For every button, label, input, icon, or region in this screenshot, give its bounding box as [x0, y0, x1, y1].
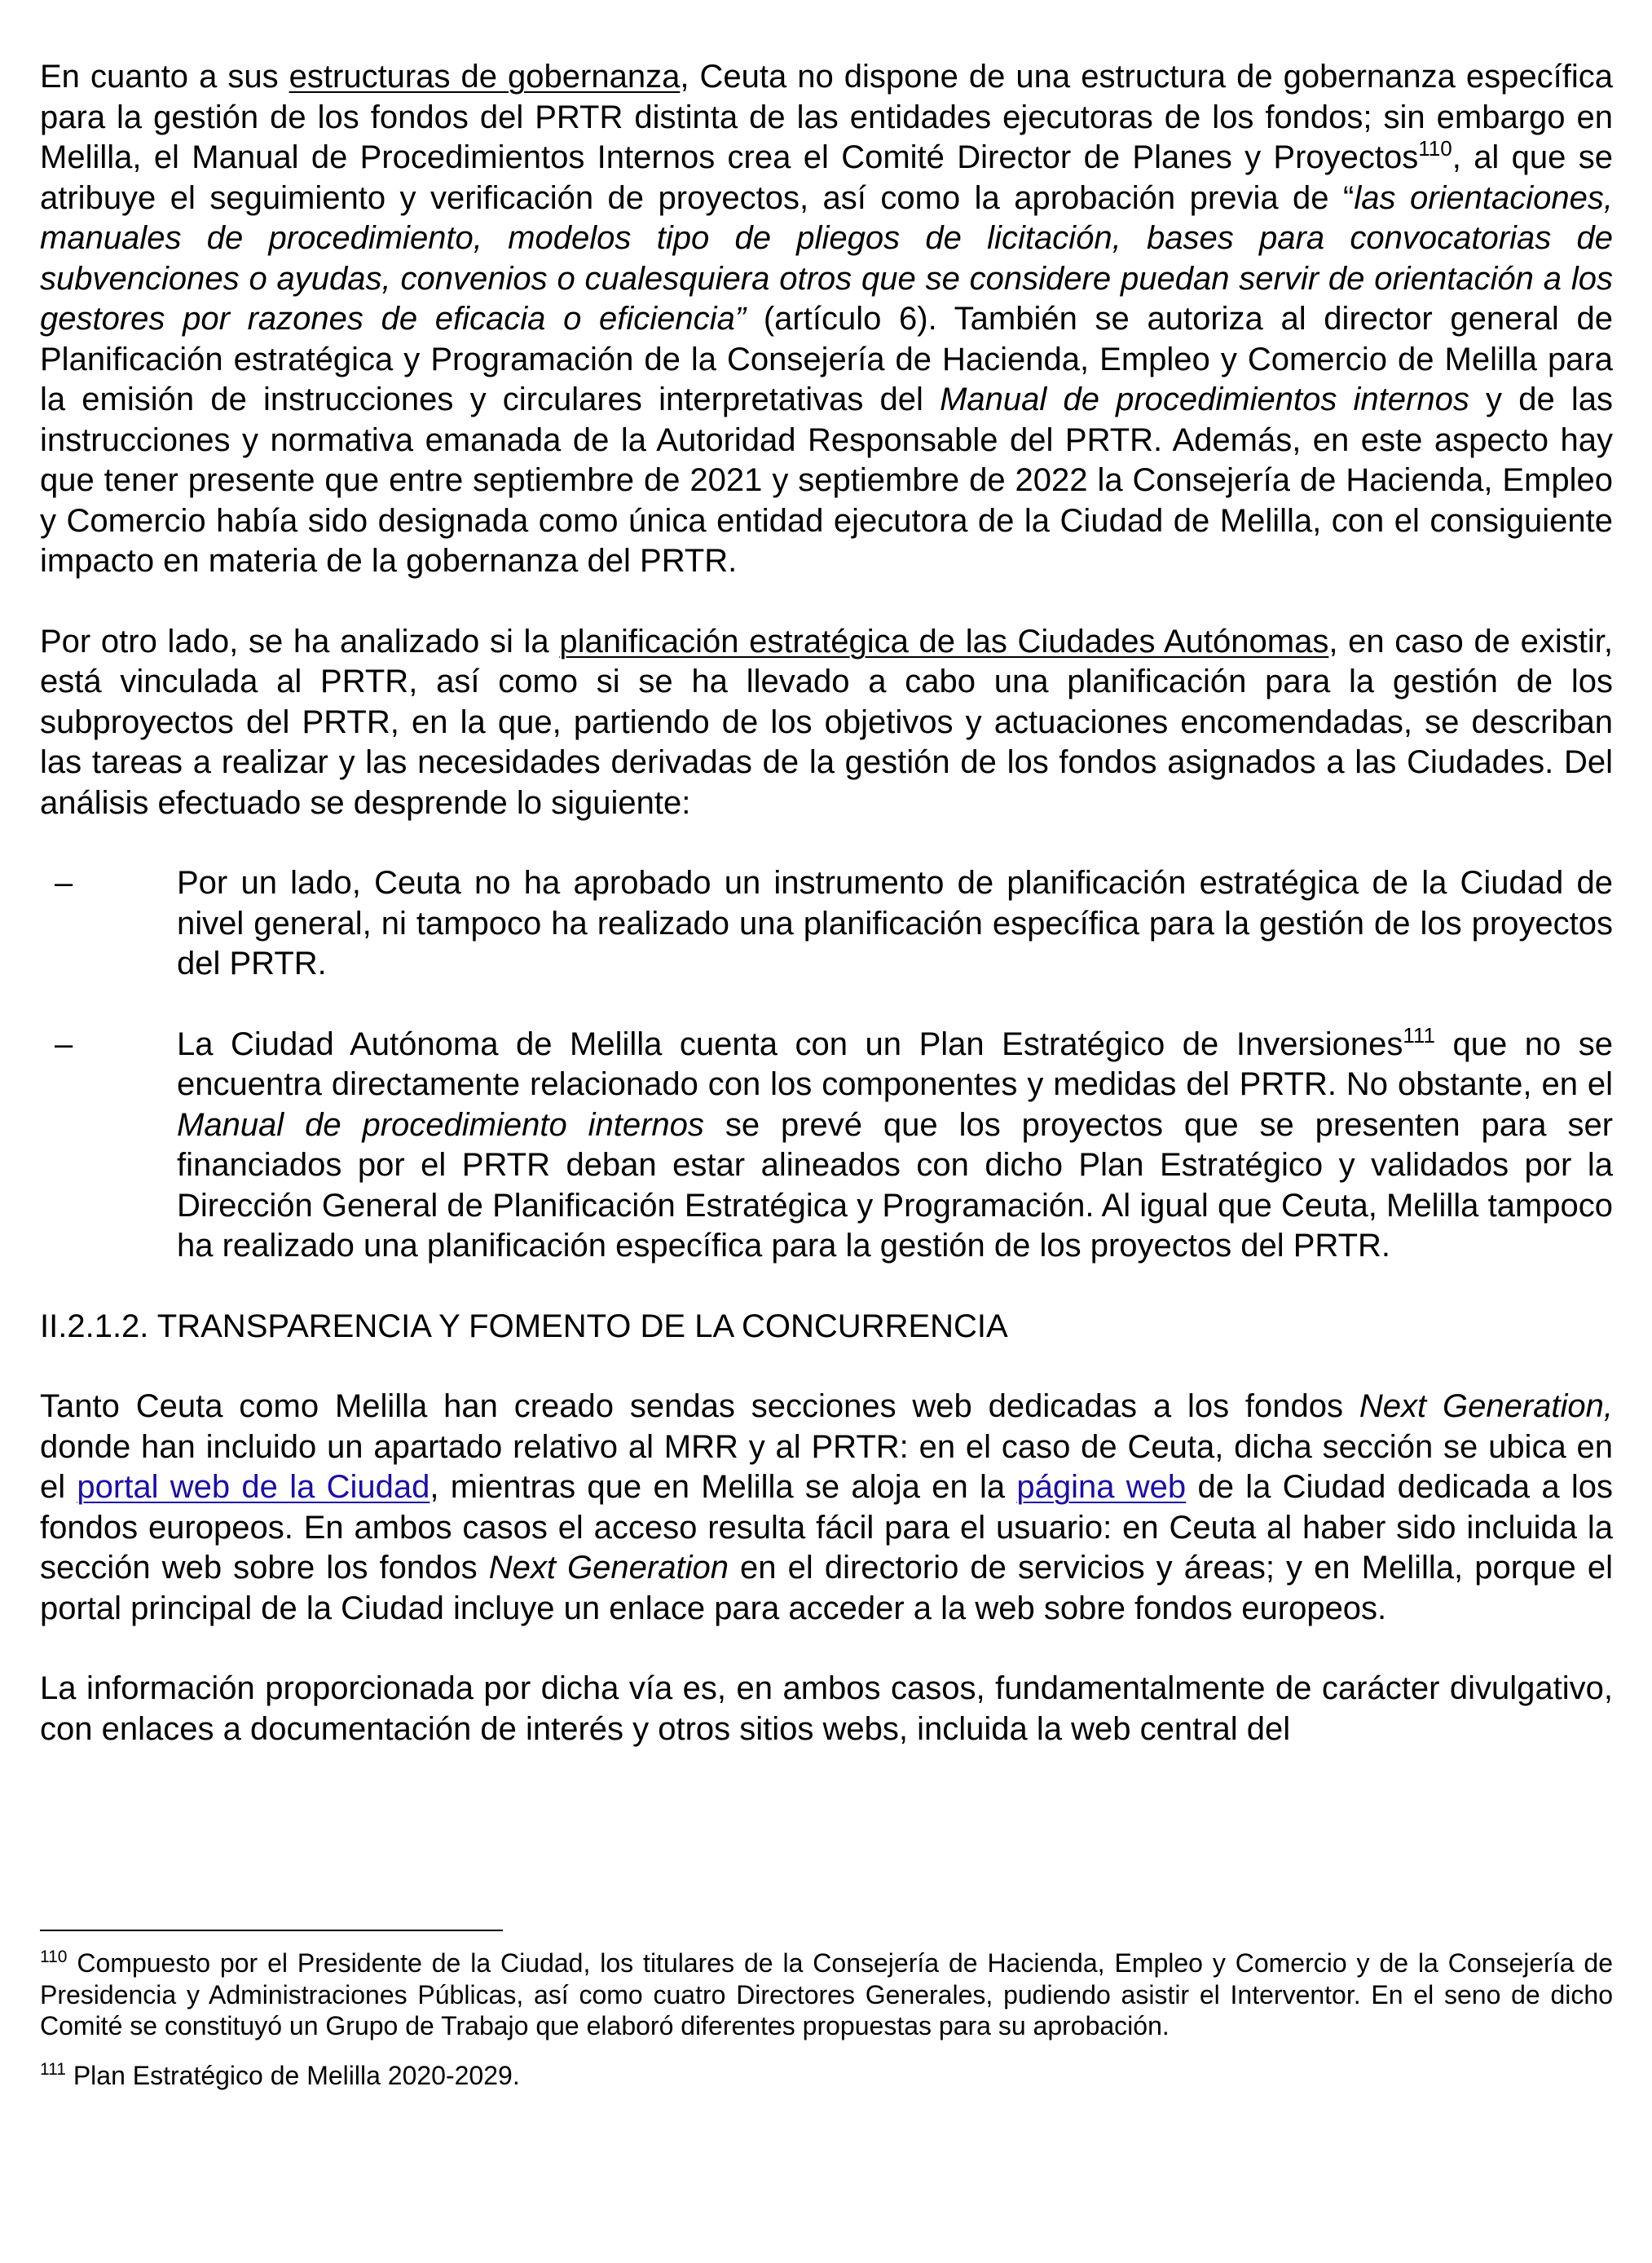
list-item-text: Por un lado, Ceuta no ha aprobado un instrumento de planificación estratégica de la Ciudad de nivel general, ni tampoco ha realizado una planificación específica para la gestión de los proyectos del PRTR.: [177, 865, 1613, 982]
bullet-list: [40, 863, 1613, 1267]
italic-term: Next Generation: [488, 1550, 729, 1586]
underlined-term: planificación estratégica de las Ciudades Autónomas: [559, 623, 1329, 659]
text-run: de la Ciudad dedicada a los fondos europeos. En ambos casos el acceso resulta fácil para el usuario: en Ceuta al haber sido incluida la sección web sobre los fondos: [40, 1469, 1613, 1586]
footnotes: [40, 1948, 1613, 2091]
list-item: [40, 863, 1613, 985]
paragraph-planificacion: [40, 622, 1613, 824]
footnote-separator: [40, 1930, 503, 1931]
text-run: Por otro lado, se ha analizado si la: [40, 623, 560, 659]
footnote-number: 110: [40, 1948, 68, 1966]
footnote-ref-111[interactable]: 111: [1403, 1022, 1435, 1048]
footnote-110: [40, 1948, 1613, 2042]
text-run: , al que se atribuye el seguimiento y verificación de proyectos, así como la aprobación previa de “: [40, 139, 1613, 216]
footnote-text: Plan Estratégico de Melilla 2020-2029.: [65, 2060, 520, 2090]
document-body: [40, 57, 1613, 1749]
paragraph-informacion: La información proporcionada por dicha vía es, en ambos casos, fundamentalmente de carácter divulgativo, con enlaces a documentación de interés y otros sitios webs, incluida la web central del: [40, 1670, 1613, 1747]
italic-manual-title: Manual de procedimientos internos: [940, 382, 1469, 417]
section-heading: II.2.1.2. TRANSPARENCIA Y FOMENTO DE LA CONCURRENCIA: [40, 1308, 1008, 1344]
italic-manual-title: Manual de procedimiento internos: [177, 1106, 704, 1143]
text-run: se prevé que los proyectos que se presenten para ser financiados por el PRTR deban estar alineados con dicho Plan Estratégico y validados por la Dirección General de Planificación Estratégica y Programación. Al igual que Ceuta, Melilla tampoco ha realizado una planificación específica para la gestión de los proyectos del PRTR.: [177, 1106, 1614, 1264]
text-run: en el directorio de servicios y áreas; y en Melilla, porque el portal principal de la Ciudad incluye un enlace para acceder a la web sobre fondos europeos.: [40, 1550, 1613, 1626]
italic-term: Next Generation,: [1359, 1388, 1613, 1424]
text-run: En cuanto a sus: [40, 59, 289, 95]
list-item: [40, 1022, 1614, 1267]
text-run: donde han incluido un apartado relativo al MRR y al PRTR: en el caso de Ceuta, dicha sección se ubica en el: [40, 1428, 1613, 1505]
text-run: que no se encuentra directamente relacionado con los componentes y medidas del PRTR. No obstante, en el: [177, 1026, 1613, 1102]
text-run: (artículo 6). También se autoriza al director general de Planificación estratégica y Programación de la Consejería de Hacienda, Empleo y Comercio de Melilla para la emisión de instrucciones y circulares interpretativas del: [40, 301, 1614, 417]
underlined-term: estructuras de gobernanza: [289, 59, 681, 95]
footnote-111: [40, 2060, 1613, 2092]
link-pagina-melilla[interactable]: página web: [1016, 1469, 1187, 1505]
text-run: La Ciudad Autónoma de Melilla cuenta con un Plan Estratégico de Inversiones: [177, 1026, 1403, 1062]
link-portal-ceuta[interactable]: portal web de la Ciudad: [77, 1469, 430, 1505]
dash-marker: –: [55, 1026, 73, 1062]
text-run: y de las instrucciones y normativa emanada de la Autoridad Responsable del PRTR. Además, en este aspecto hay que tener presente que entre septiembre de 2021 y septiembre de 2022 la Consejería de Hacienda, Empleo y Comercio había sido designada como única entidad ejecutora de la Ciudad de Melilla, con el consiguiente impacto en materia de la gobernanza del PRTR.: [40, 382, 1614, 579]
text-run: Tanto Ceuta como Melilla han creado sendas secciones web dedicadas a los fondos: [40, 1388, 1359, 1424]
text-run: , en caso de existir, está vinculada al PRTR, así como si se ha llevado a cabo una planificación para la gestión de los subproyectos del PRTR, en la que, partiendo de los objetivos y actuaciones encomendadas, se describan las tareas a realizar y las necesidades derivadas de la gestión de los fondos asignados a las Ciudades. Del análisis efectuado se desprende lo siguiente:: [40, 623, 1613, 821]
italic-quote: las orientaciones, manuales de procedimiento, modelos tipo de pliegos de licitación, bases para convocatorias de subvenciones o ayudas, convenios o cualesquiera otros que se considere puedan servir de orientación a los gestores por razones de eficacia o eficiencia”: [40, 179, 1614, 337]
list-item-text: [177, 1022, 1614, 1267]
footnote-number: 111: [40, 2059, 66, 2079]
dash-marker: –: [55, 865, 73, 901]
footnote-text: Compuesto por el Presidente de la Ciudad, los titulares de la Consejería de Hacienda, Empleo y Comercio y de la Consejería de Presidencia y Administraciones Públicas, así como cuatro Directores Generales, pudiendo asistir el Interventor. En el seno de dicho Comité se constituyó un Grupo de Trabajo que elaboró diferentes propuestas para su aprobación.: [40, 1948, 1613, 2040]
footnote-ref-110[interactable]: 110: [1418, 136, 1452, 161]
text-run: , mientras que en Melilla se aloja en la: [430, 1469, 1017, 1505]
paragraph-gobernanza: [40, 57, 1613, 582]
paragraph-transparencia: [40, 1387, 1613, 1629]
text-run: , Ceuta no dispone de una estructura de gobernanza específica para la gestión de los fondos del PRTR distinta de las entidades ejecutoras de los fondos; sin embargo en Melilla, el Manual de Procedimientos Internos crea el Comité Director de Planes y Proyectos: [40, 59, 1614, 175]
